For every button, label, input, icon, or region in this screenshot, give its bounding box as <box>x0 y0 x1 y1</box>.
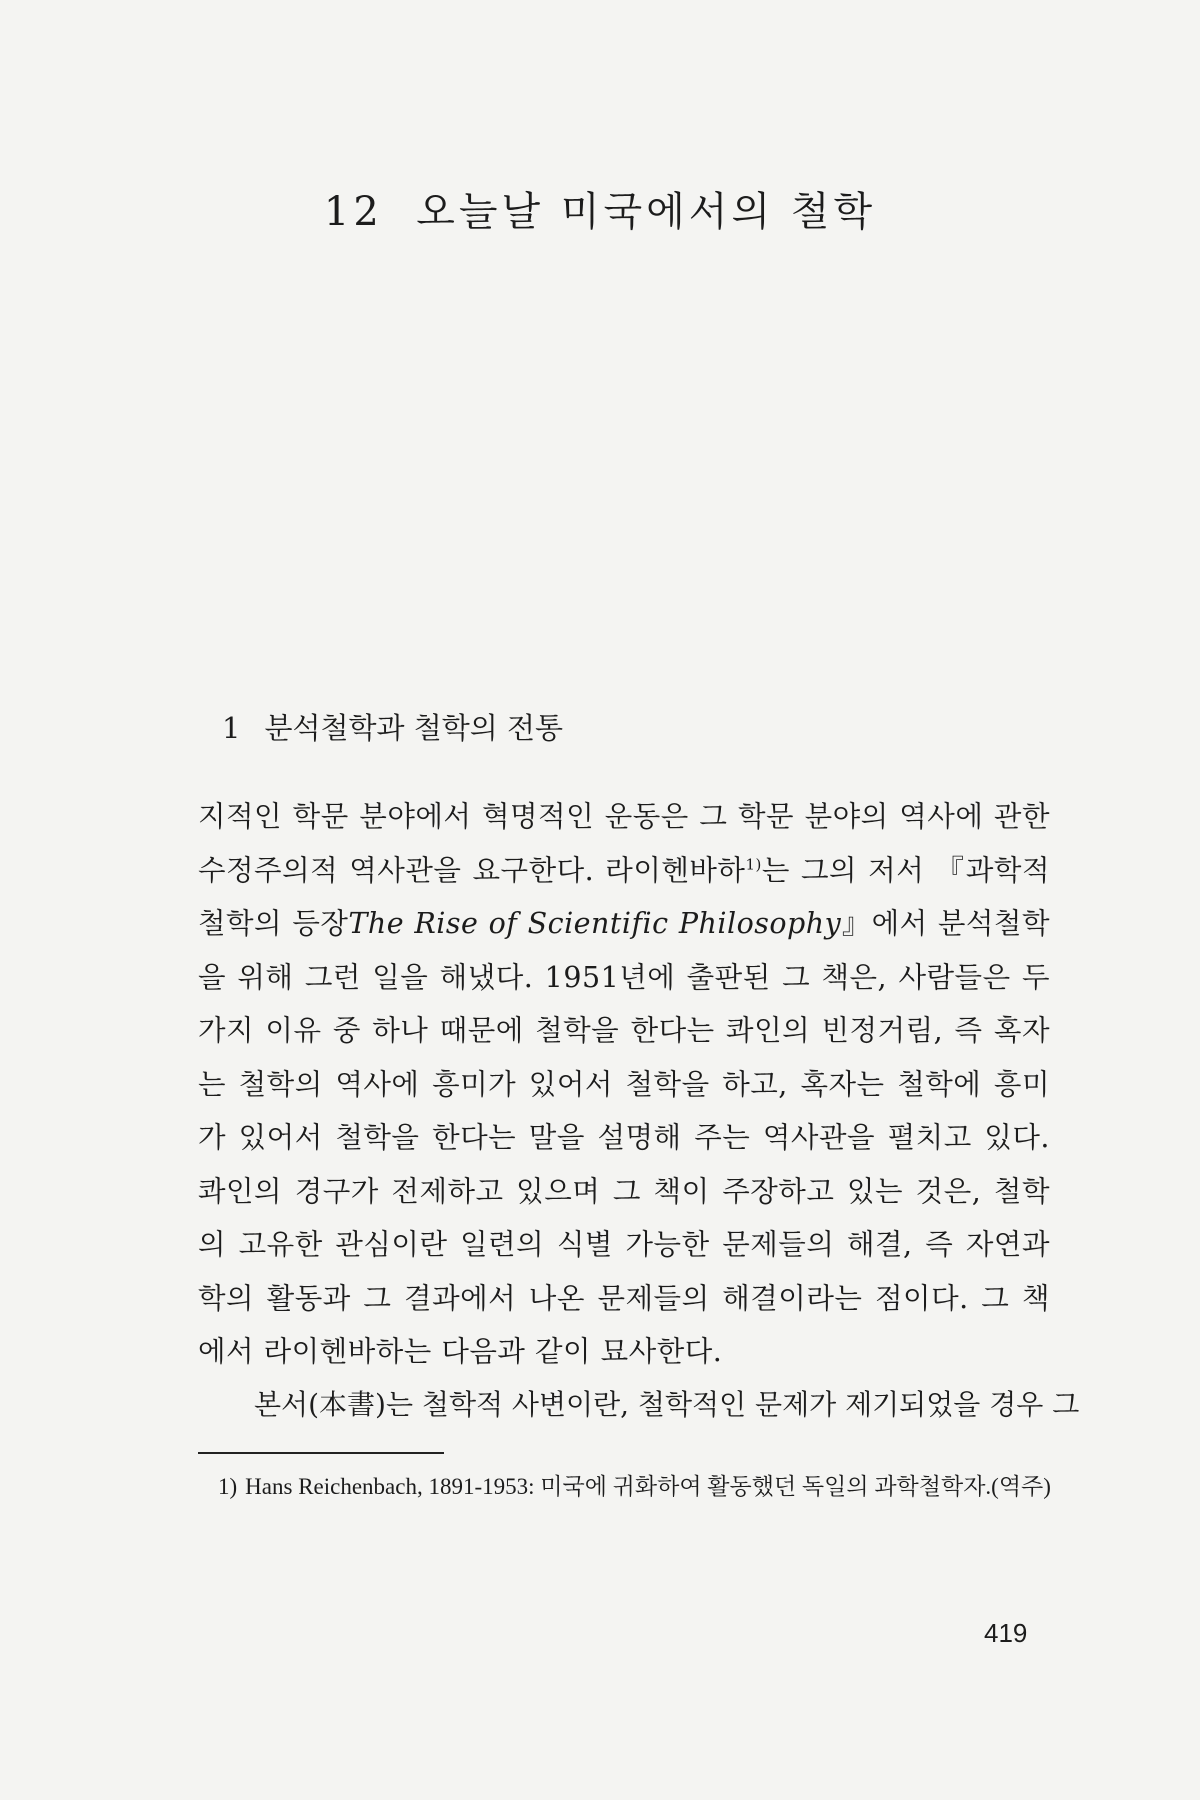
footnote <box>218 1468 1052 1506</box>
chapter-number: 12 <box>323 189 383 235</box>
block-quote: 본서(本書)는 철학적 사변이란, 철학적인 문제가 제기되었을 경우 그 <box>254 1388 1080 1421</box>
book-title: The Rise of Scientific Philosophy <box>348 907 842 940</box>
footnote-text: Hans Reichenbach, 1891-1953: 미국에 귀화하여 활동했던 독일의 과학철학자.(역주) <box>245 1474 1051 1499</box>
paragraph-part-3: 』에서 분석철학을 위해 그런 일을 해냈다. 1951년에 출판된 그 책은, 사람들은 두 가지 이유 중 하나 때문에 철학을 한다는 콰인의 빈정거림, 즉 혹자는 철학의 역사에 흥미가 있어서 철학을 하고, 혹자는 철학에 흥미가 있어서 철학을 한다는 말을 설명해 주는 역사관을 펼치고 있다. 콰인의 경구가 전제하고 있으며 그 책이 주장하고 있는 것은, 철학의 고유한 관심이란 일련의 식별 가능한 문제들의 해결, 즉 자연과학의 활동과 그 결과에서 나온 문제들의 해결이라는 점이다. 그 책에서 라이헨바하는 다음과 같이 묘사한다. <box>198 907 1050 1368</box>
footnote-divider <box>198 1452 444 1454</box>
body-paragraph <box>198 790 1050 1379</box>
footnote-reference: 1) <box>745 855 762 873</box>
chapter-title <box>0 180 1200 237</box>
section-number: 1 <box>222 711 241 745</box>
paragraph-part-1: 지적인 학문 분야에서 혁명적인 운동은 그 학문 분야의 역사에 관한 수정주의적 역사관을 요구한다. 라이헨바하 <box>198 800 1050 887</box>
footnote-mark: 1) <box>218 1474 238 1499</box>
paragraph-part-2: 는 그의 저서 『과학적 철학의 등장 <box>198 853 1050 940</box>
chapter-title-text: 오늘날 미국에서의 철학 <box>416 189 877 235</box>
section-heading <box>222 706 563 747</box>
page-number: 419 <box>984 1618 1028 1648</box>
section-title: 분석철학과 철학의 전통 <box>264 711 564 745</box>
